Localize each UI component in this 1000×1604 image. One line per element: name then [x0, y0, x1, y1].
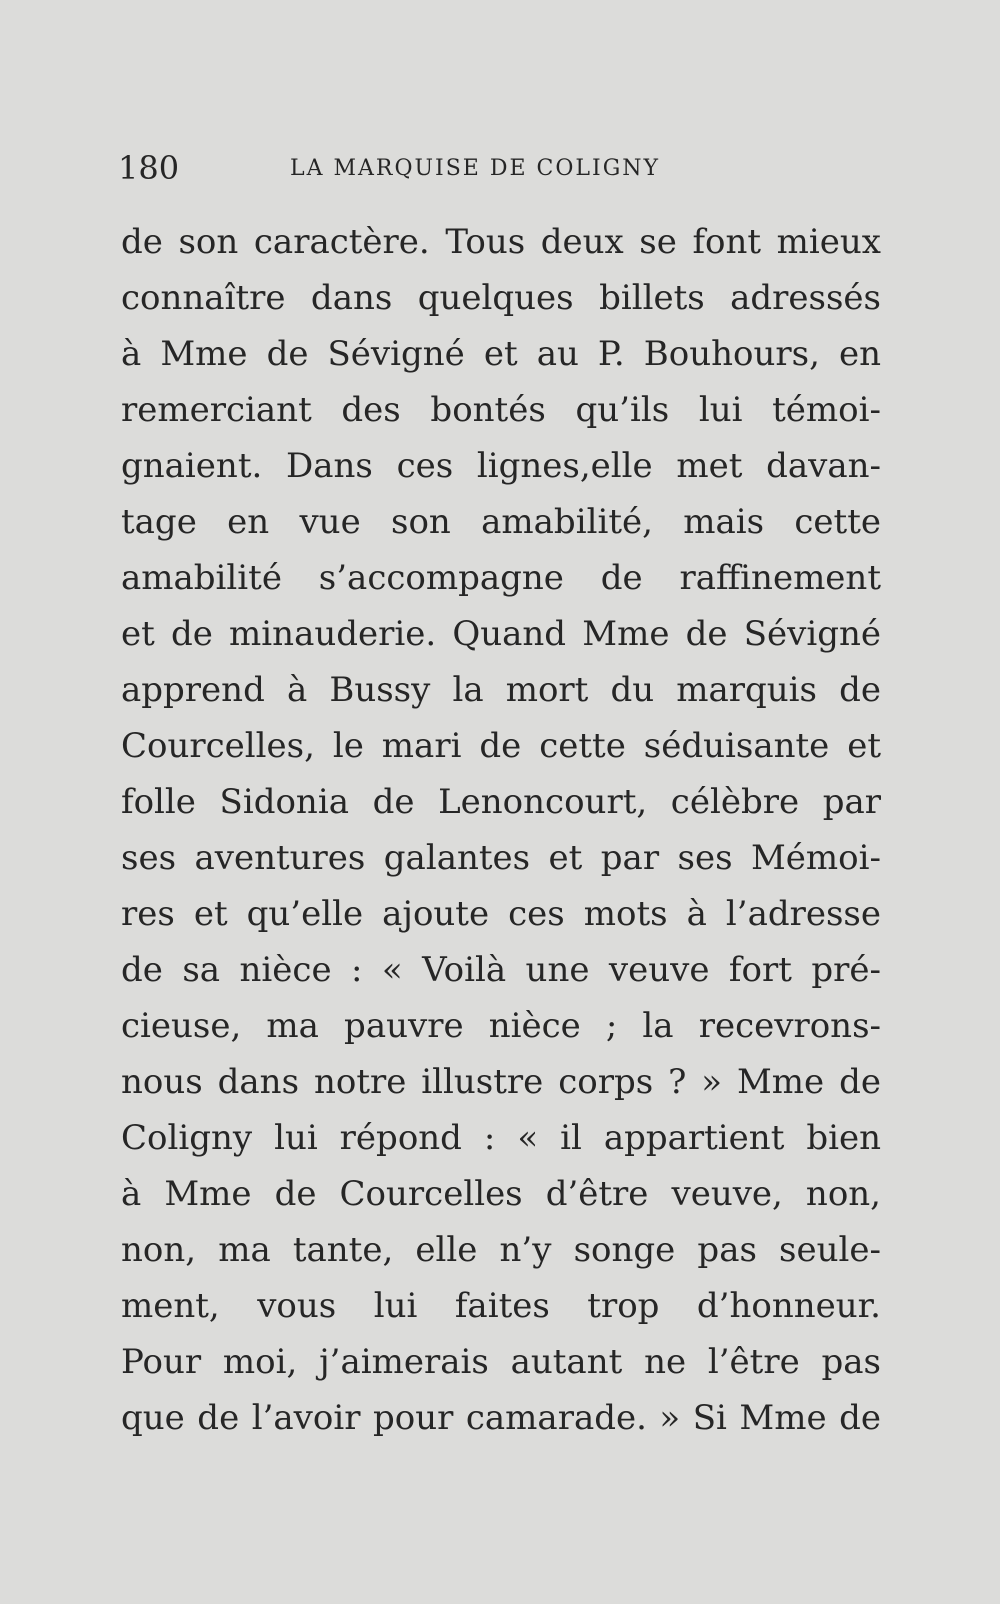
text-line: à Mme de Courcelles d’être veuve, non,	[121, 1174, 881, 1214]
text-line: ment, vous lui faites trop d’honneur.	[121, 1286, 881, 1326]
text-line: non, ma tante, elle n’y songe pas seule-	[121, 1230, 881, 1270]
text-line: cieuse, ma pauvre nièce ; la recevrons-	[121, 1006, 881, 1046]
text-line: nous dans notre illustre corps ? » Mme de	[121, 1062, 881, 1102]
text-line: Pour moi, j’aimerais autant ne l’être pas	[121, 1342, 881, 1382]
text-line: apprend à Bussy la mort du marquis de	[121, 670, 881, 710]
text-line: res et qu’elle ajoute ces mots à l’adresse	[121, 894, 881, 934]
text-line: amabilité s’accompagne de raffinement	[121, 558, 881, 598]
text-line: à Mme de Sévigné et au P. Bouhours, en	[121, 334, 881, 374]
running-title: LA MARQUISE DE COLIGNY	[290, 156, 661, 181]
page-header	[118, 148, 878, 188]
text-line: remerciant des bontés qu’ils lui témoi-	[121, 390, 881, 430]
text-line: tage en vue son amabilité, mais cette	[121, 502, 881, 542]
text-line: Courcelles, le mari de cette séduisante et	[121, 726, 881, 766]
text-line: et de minauderie. Quand Mme de Sévigné	[121, 614, 881, 654]
text-line: folle Sidonia de Lenoncourt, célèbre par	[121, 782, 881, 822]
text-line: ses aventures galantes et par ses Mémoi-	[121, 838, 881, 878]
page-number: 180	[118, 149, 180, 187]
text-line: connaître dans quelques billets adressés	[121, 278, 881, 318]
text-line: que de l’avoir pour camarade. » Si Mme de	[121, 1398, 881, 1438]
body-text	[121, 214, 881, 1446]
text-line: Coligny lui répond : « il appartient bien	[121, 1118, 881, 1158]
text-line: de sa nièce : « Voilà une veuve fort pré-	[121, 950, 881, 990]
text-line: gnaient. Dans ces lignes,elle met davan-	[121, 446, 881, 486]
text-line: de son caractère. Tous deux se font mieux	[121, 222, 881, 262]
